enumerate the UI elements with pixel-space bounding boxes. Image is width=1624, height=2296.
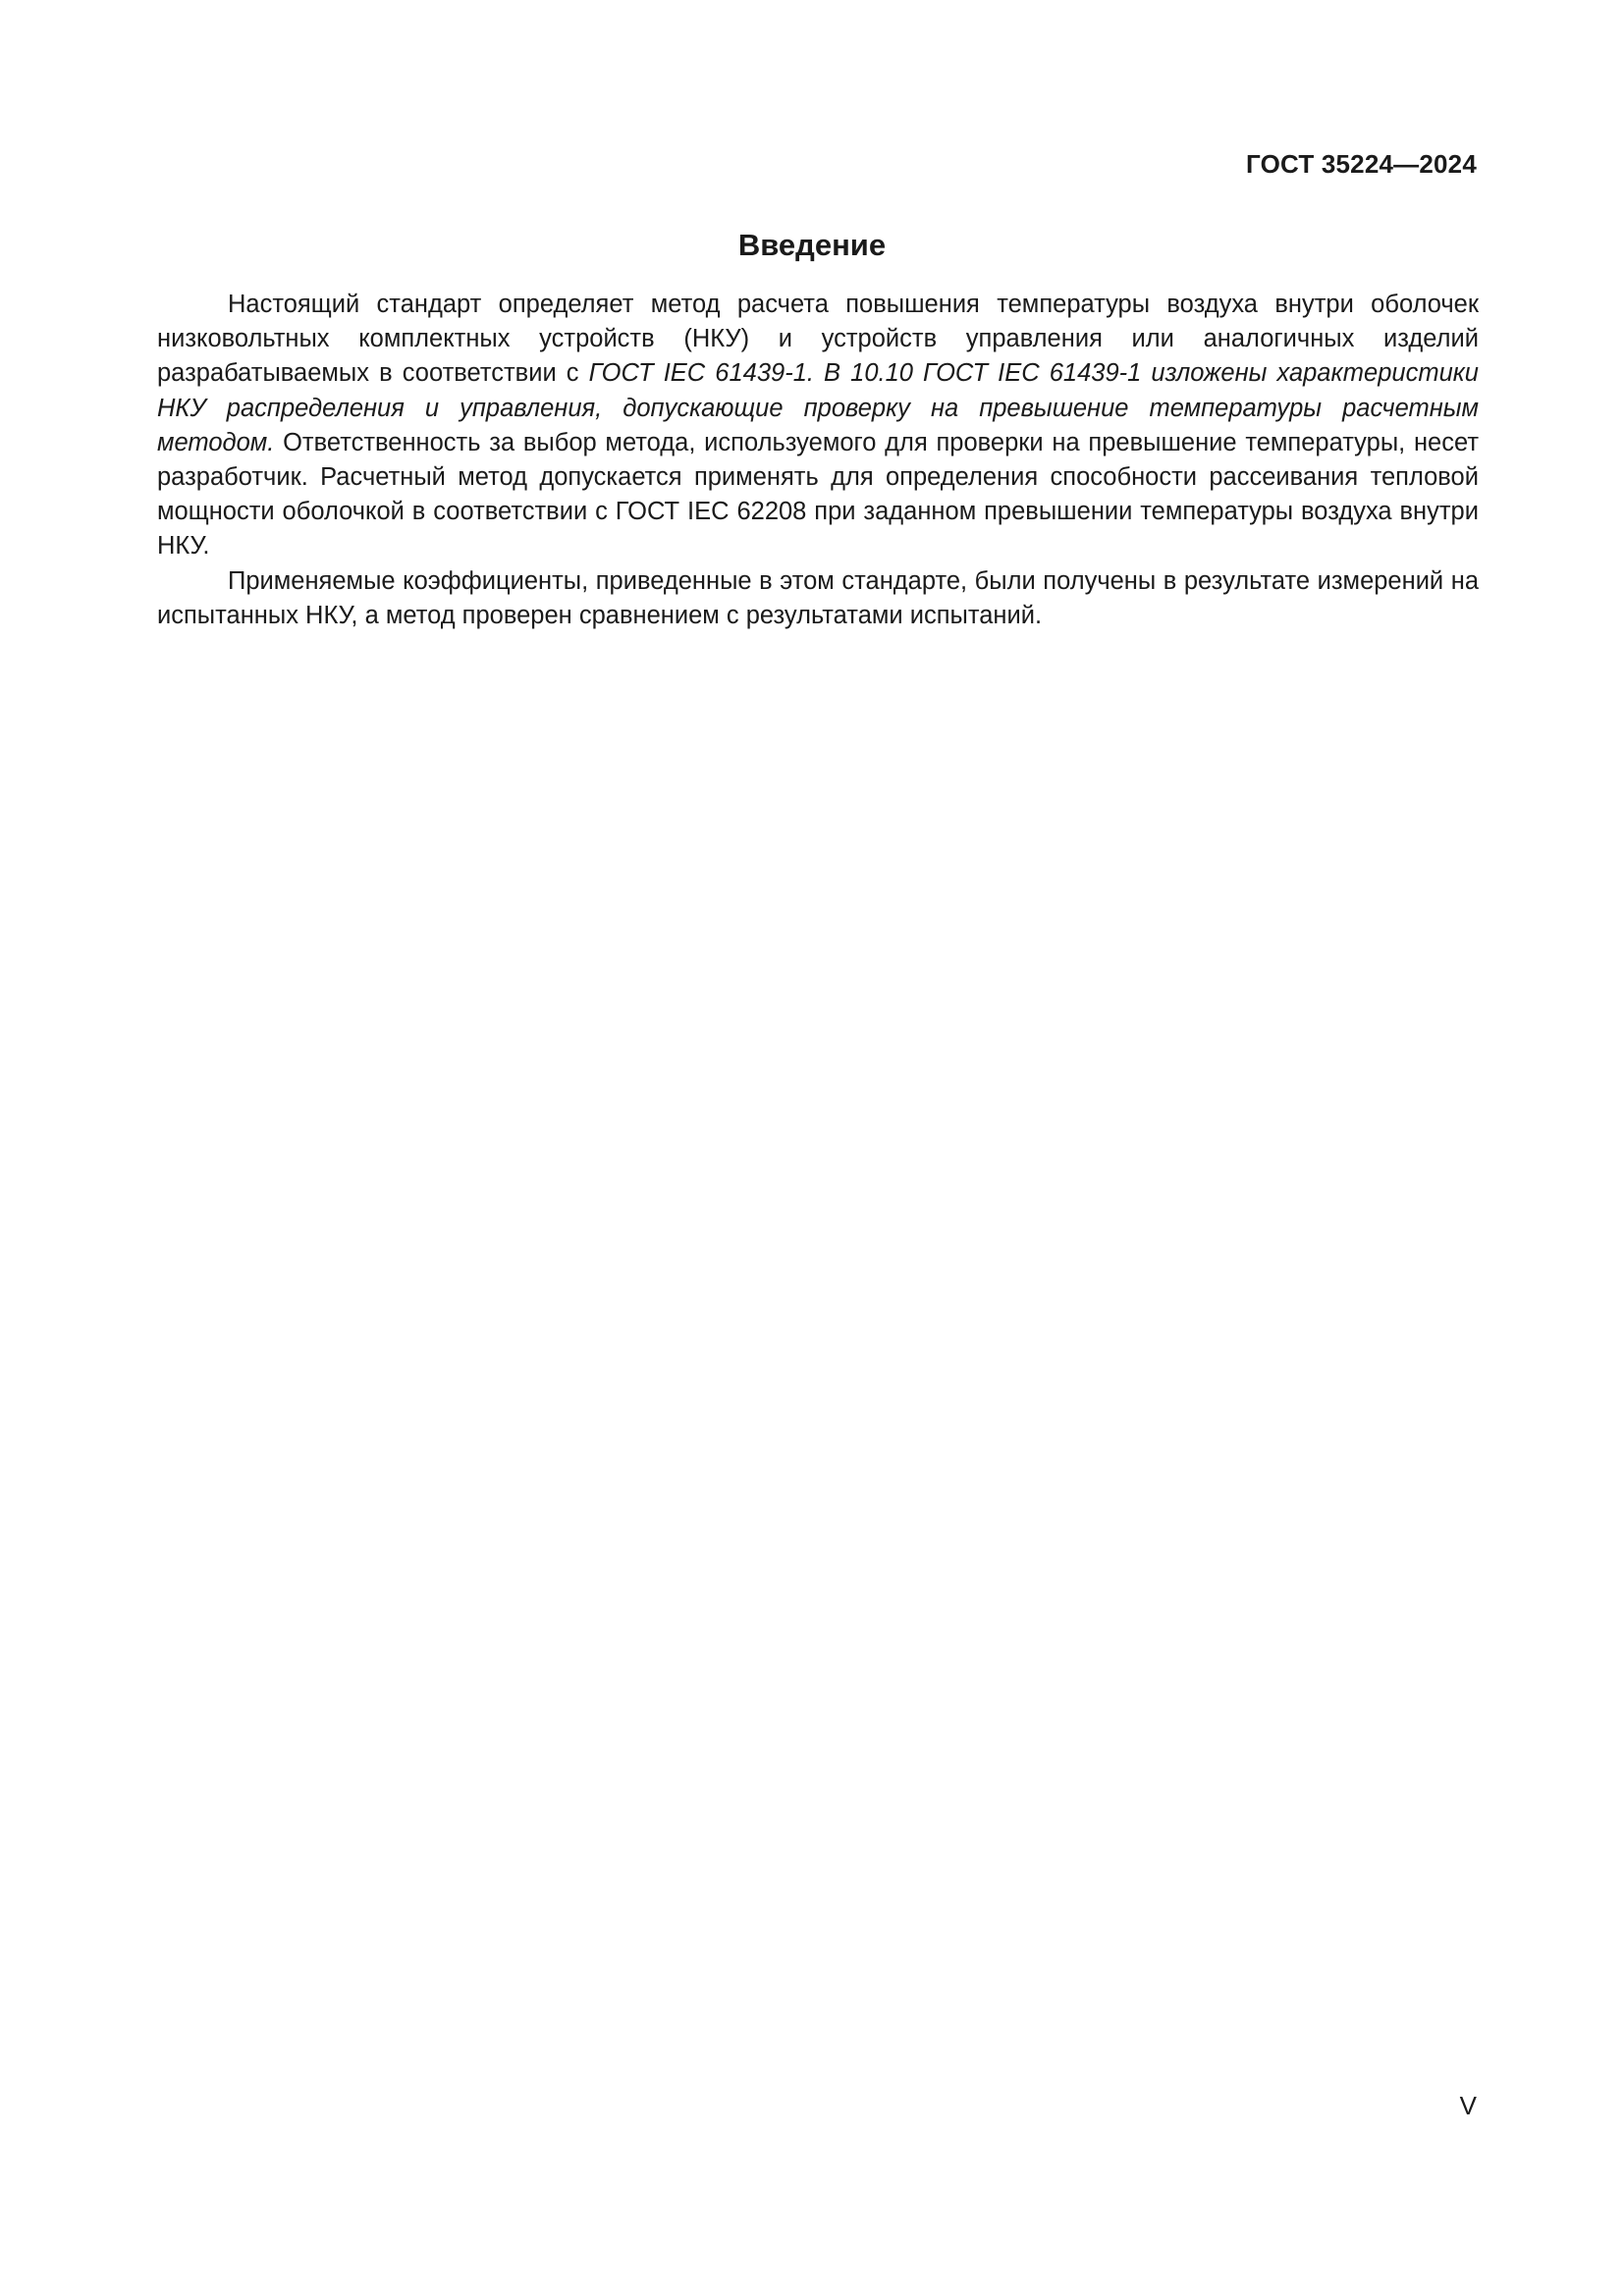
document-code: ГОСТ 35224—2024 [1246,149,1477,179]
page-number: V [1459,2091,1477,2120]
paragraph-2: Применяемые коэффициенты, приведенные в этом стандарте, были получены в результате измерений на испытанных НКУ, а метод проверен сравнением с результатами испытаний. [157,566,1479,629]
paragraph-1-italic: ГОСТ IEC 61439-1. В 10.10 ГОСТ IEC 61439-1 изложены характеристики НКУ распределения и управления, допускающие проверку на превышение температуры расчетным методом. [157,359,1479,456]
body-text [157,288,1479,633]
section-title: Введение [737,228,887,262]
paragraph-1 [157,288,1479,564]
paragraph-1-text-a: Настоящий стандарт определяет метод расчета повышения температуры воздуха внутри оболочек низковольтных комплектных устройств (НКУ) и устройств управления или аналогичных изделий разрабатываемых в соответствии с [157,291,1479,388]
paragraph-1-text-b: Ответственность за выбор метода, используемого для проверки на превышение температуры, несет разработчик. Расчетный метод допускается применять для определения способности рассеивания тепловой мощности оболочкой в соответствии с ГОСТ IEC 62208 при заданном превышении температуры воздуха внутри НКУ. [157,428,1479,561]
